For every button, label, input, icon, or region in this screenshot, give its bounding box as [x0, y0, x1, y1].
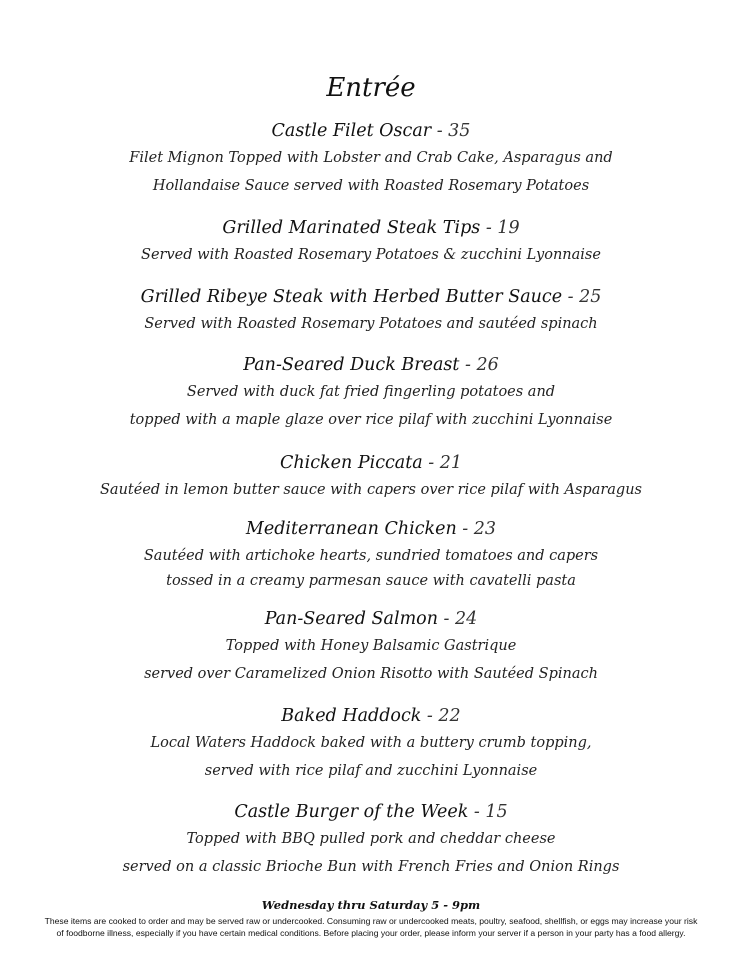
menu-item-price: 15: [485, 802, 508, 822]
menu-item-heading: [0, 799, 742, 825]
menu-item-heading: [0, 606, 742, 632]
food-safety-notice: [0, 916, 742, 939]
menu-item-price: 19: [497, 218, 520, 238]
menu-item-description: served over Caramelized Onion Risotto with Sautéed Spinach: [144, 666, 598, 682]
menu-item-name: Pan-Seared Salmon: [264, 609, 438, 629]
menu-item: [0, 118, 742, 200]
menu-item-name: Chicken Piccata: [279, 453, 423, 473]
menu-item-heading: [0, 284, 742, 310]
menu-item-price: 25: [579, 287, 602, 307]
menu-item-name: Mediterranean Chicken: [245, 519, 457, 539]
price-separator: -: [468, 802, 486, 822]
menu-item: [0, 450, 742, 504]
menu-item-description: Topped with Honey Balsamic Gastrique: [225, 638, 517, 654]
menu-item-description: served with rice pilaf and zucchini Lyonnaise: [204, 763, 538, 779]
menu-item-name: Baked Haddock: [281, 706, 422, 726]
notice-line: of foodborne illness, especially if you have certain medical conditions. Before placing your order, please inform your server if a person in your party has a food allergy.: [56, 927, 686, 938]
menu-item: [0, 284, 742, 338]
menu-item-description: Served with duck fat fried fingerling potatoes and: [186, 384, 556, 400]
menu-item-description: Filet Mignon Topped with Lobster and Crab Cake, Asparagus and: [129, 150, 613, 166]
menu-item-description: topped with a maple glaze over rice pilaf with zucchini Lyonnaise: [129, 412, 613, 428]
menu-item: [0, 215, 742, 269]
menu-item: [0, 352, 742, 434]
menu-item-price: 24: [455, 609, 478, 629]
menu-item-description: Served with Roasted Rosemary Potatoes & zucchini Lyonnaise: [141, 247, 601, 263]
menu-item-heading: [0, 118, 742, 144]
price-separator: -: [480, 218, 498, 238]
menu-item-description: served on a classic Brioche Bun with French Fries and Onion Rings: [122, 859, 620, 875]
menu-item-description: Sautéed with artichoke hearts, sundried tomatoes and capers: [143, 548, 599, 564]
menu-item-heading: [0, 215, 742, 241]
menu-item-heading: [0, 450, 742, 476]
menu-item-description: Sautéed in lemon butter sauce with capers over rice pilaf with Asparagus: [100, 482, 642, 498]
menu-item-heading: [0, 703, 742, 729]
menu-item: [0, 799, 742, 881]
menu-item-description: Local Waters Haddock baked with a buttery crumb topping,: [150, 735, 592, 751]
price-separator: -: [437, 609, 456, 629]
service-hours: Wednesday thru Saturday 5 - 9pm: [261, 898, 481, 912]
menu-item-price: 23: [473, 519, 497, 539]
menu-item-description: Served with Roasted Rosemary Potatoes and sautéed spinach: [144, 316, 598, 332]
price-separator: -: [421, 706, 439, 726]
menu-item: [0, 516, 742, 595]
menu-item-heading: [0, 516, 742, 542]
price-separator: -: [459, 355, 477, 375]
menu-item-description: Topped with BBQ pulled pork and cheddar cheese: [186, 831, 556, 847]
price-separator: -: [431, 121, 449, 141]
menu-item-heading: [0, 352, 742, 378]
menu-item: [0, 606, 742, 688]
price-separator: -: [562, 287, 580, 307]
menu-item-name: Castle Filet Oscar: [271, 121, 432, 141]
menu-item-price: 26: [476, 355, 499, 375]
menu-item-name: Grilled Ribeye Steak with Herbed Butter Sauce: [140, 287, 563, 307]
menu-item-name: Pan-Seared Duck Breast: [243, 355, 460, 375]
menu-item-name: Castle Burger of the Week: [234, 802, 469, 822]
notice-line: These items are cooked to order and may be served raw or undercooked. Consuming raw or undercooked meats, poultry, seafood, shellfish, or eggs may increase your risk: [44, 916, 698, 926]
menu-item-price: 22: [438, 706, 461, 726]
menu-item-description: Hollandaise Sauce served with Roasted Rosemary Potatoes: [152, 178, 590, 194]
menu-item: [0, 703, 742, 785]
menu-item-description: tossed in a creamy parmesan sauce with cavatelli pasta: [166, 573, 576, 589]
menu-item-price: 35: [448, 121, 471, 141]
price-separator: -: [422, 453, 440, 473]
menu-section-title: Entrée: [326, 73, 416, 103]
price-separator: -: [456, 519, 474, 539]
menu-item-price: 21: [439, 453, 463, 473]
menu-item-name: Grilled Marinated Steak Tips: [222, 218, 481, 238]
